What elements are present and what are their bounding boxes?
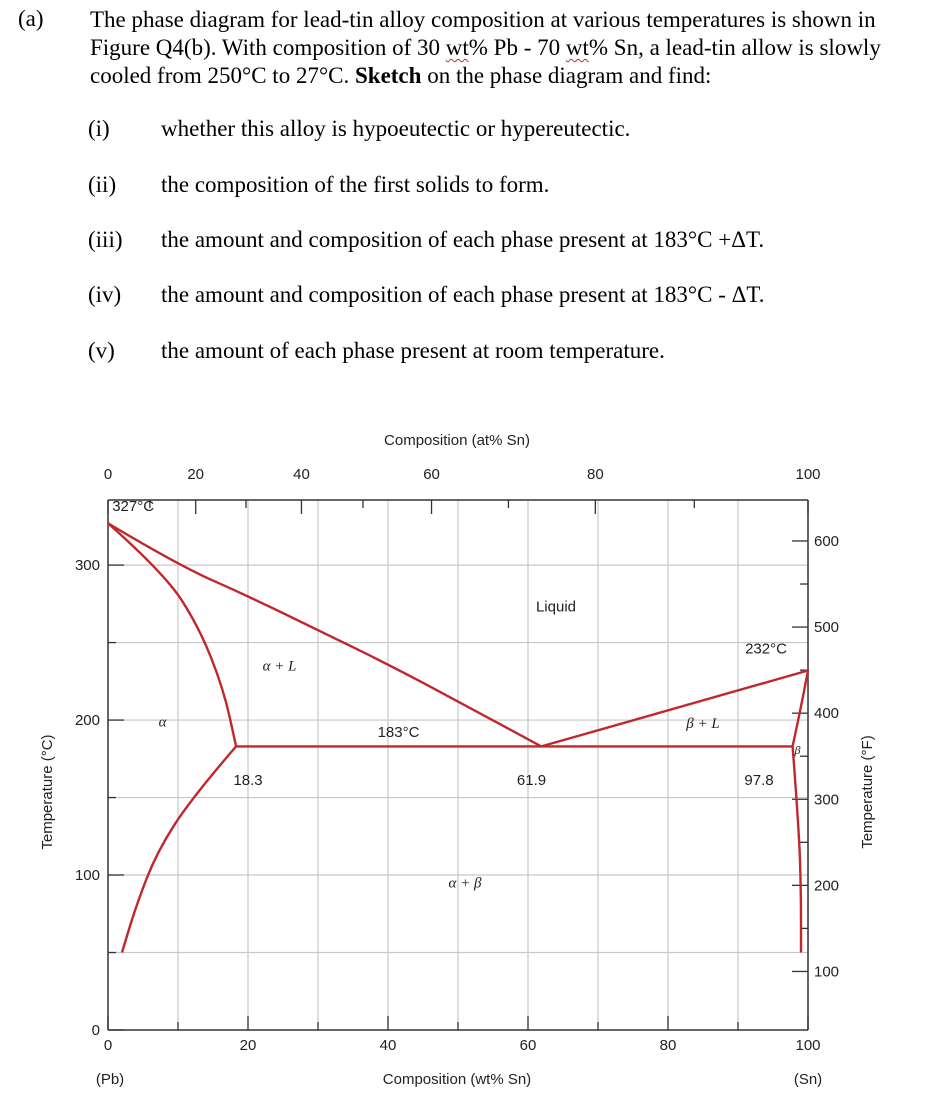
- right-tick-label: 400: [814, 705, 840, 723]
- top-tick-label: 100: [795, 466, 821, 483]
- phase-diagram-svg: [0, 410, 948, 1113]
- annotation-sn-melting-point: 232°C: [745, 640, 787, 658]
- intro-line-2-part-e: % Sn, a lead-tin allow is slowly: [588, 35, 881, 60]
- right-axis-title: Temperature (°F): [859, 735, 876, 849]
- region-label-alpha-plus-l: α + L: [262, 658, 297, 675]
- part-label: (a): [18, 6, 44, 31]
- bottom-tick-label: 100: [795, 1037, 821, 1054]
- annotation-alpha-max-solubility: 18.3: [233, 772, 263, 790]
- right-tick-label: 100: [814, 963, 840, 981]
- question-intro: [90, 6, 926, 90]
- top-tick-label: 40: [293, 466, 310, 483]
- bottom-tick-label: 40: [379, 1037, 397, 1054]
- intro-line-1: The phase diagram for lead-tin alloy composition at various temperatures is shown in: [90, 7, 876, 32]
- item-text: whether this alloy is hypoeutectic or hypereutectic.: [161, 116, 631, 141]
- item-number: (v): [88, 338, 115, 363]
- left-tick-label: 0: [91, 1022, 100, 1039]
- bottom-end-label-pb: (Pb): [95, 1071, 125, 1088]
- item-text: the amount of each phase present at room temperature.: [161, 338, 665, 363]
- question-text-block: [0, 0, 948, 390]
- intro-line-3-part-c: on the phase diagram and find:: [421, 63, 712, 88]
- left-tick-label: 200: [74, 712, 100, 730]
- region-label-liquid: Liquid: [535, 598, 577, 616]
- item-number: (i): [88, 116, 110, 141]
- top-tick-label: 0: [103, 466, 113, 483]
- phase-boundary-solidus-alpha: [108, 523, 236, 746]
- left-tick-label: 100: [74, 867, 100, 885]
- intro-line-2-wt-2: wt: [565, 35, 589, 60]
- phase-diagram: [0, 410, 948, 1113]
- left-tick-label: 300: [74, 557, 100, 575]
- phase-boundary-solvus-alpha: [122, 746, 236, 952]
- item-number: (ii): [88, 172, 117, 197]
- intro-line-3-sketch: Sketch: [354, 63, 422, 88]
- bottom-tick-label: 20: [239, 1037, 257, 1054]
- item-text: the amount and composition of each phase present at 183°C - ΔT.: [161, 282, 765, 307]
- intro-line-3-part-a: cooled from 250°C to 27°C.: [90, 63, 355, 88]
- phase-boundary-solidus-beta: [793, 670, 808, 746]
- region-label-beta: β: [794, 743, 801, 758]
- bottom-tick-label: 0: [103, 1037, 113, 1054]
- bottom-end-label-sn: (Sn): [793, 1071, 823, 1088]
- left-axis-title: Temperature (°C): [39, 734, 56, 850]
- intro-line-2-wt-1: wt: [445, 35, 469, 60]
- right-tick-label: 500: [814, 619, 840, 637]
- top-tick-label: 80: [587, 466, 604, 483]
- top-tick-label: 60: [423, 466, 440, 483]
- phase-boundary-solvus-beta: [793, 746, 801, 952]
- annotation-eutectic-composition: 61.9: [516, 772, 547, 790]
- annotation-eutectic-temperature: 183°C: [377, 724, 420, 742]
- annotation-beta-max-solubility: 97.8: [744, 772, 774, 790]
- top-axis-title: Composition (at% Sn): [384, 432, 530, 449]
- item-number: (iii): [88, 227, 123, 252]
- bottom-axis-title: Composition (wt% Sn): [382, 1071, 532, 1088]
- item-number: (iv): [88, 282, 122, 307]
- intro-line-2-part-c: % Pb - 70: [468, 35, 566, 60]
- region-label-alpha: α: [158, 714, 167, 731]
- right-tick-label: 300: [814, 791, 840, 809]
- item-text: the amount and composition of each phase present at 183°C +ΔT.: [161, 227, 765, 252]
- intro-line-2: [90, 34, 926, 62]
- top-tick-label: 20: [187, 466, 205, 483]
- right-tick-label: 200: [814, 877, 840, 895]
- item-text: the composition of the first solids to form.: [161, 172, 550, 197]
- right-tick-label: 600: [814, 532, 840, 550]
- intro-line-2-part-a: Figure Q4(b). With composition of 30: [90, 35, 446, 60]
- intro-line-3: [90, 62, 926, 90]
- region-label-alpha-plus-beta: α + β: [448, 875, 482, 892]
- region-label-beta-plus-l: β + L: [686, 715, 720, 732]
- bottom-tick-label: 60: [519, 1037, 537, 1054]
- phase-boundary-liquidus-alpha: [108, 523, 541, 746]
- phase-boundary-liquidus-beta: [541, 670, 808, 746]
- annotation-pb-melting-point: 327°C: [112, 498, 155, 516]
- bottom-tick-label: 80: [659, 1037, 677, 1054]
